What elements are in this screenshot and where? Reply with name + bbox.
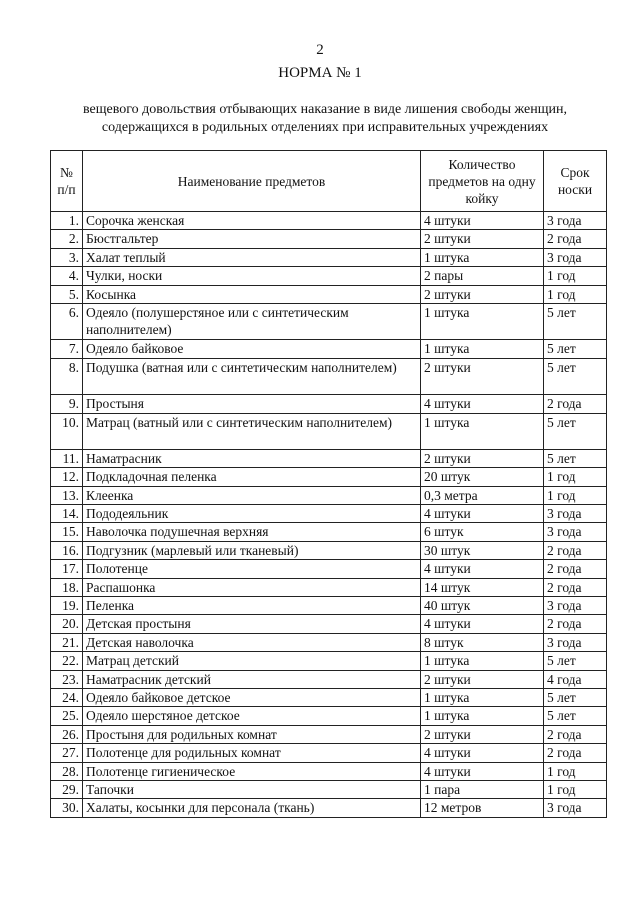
cell-number: 1. bbox=[51, 212, 83, 230]
cell-quantity: 4 штуки bbox=[421, 395, 544, 413]
cell-item-name: Одеяло байковое bbox=[83, 340, 421, 358]
header-qty: Количество предметов на одну койку bbox=[421, 151, 544, 212]
cell-term: 3 года bbox=[544, 248, 607, 266]
table-row bbox=[51, 285, 607, 303]
table-header-row bbox=[51, 151, 607, 212]
cell-quantity: 4 штуки bbox=[421, 615, 544, 633]
cell-quantity: 1 штука bbox=[421, 248, 544, 266]
cell-quantity: 20 штук bbox=[421, 468, 544, 486]
cell-item-name: Клеенка bbox=[83, 486, 421, 504]
cell-number: 17. bbox=[51, 560, 83, 578]
cell-quantity: 2 пары bbox=[421, 267, 544, 285]
table-row bbox=[51, 449, 607, 467]
cell-item-name: Распашонка bbox=[83, 578, 421, 596]
cell-term: 3 года bbox=[544, 633, 607, 651]
cell-quantity: 4 штуки bbox=[421, 212, 544, 230]
cell-number: 19. bbox=[51, 597, 83, 615]
cell-term: 1 год bbox=[544, 762, 607, 780]
table-row bbox=[51, 523, 607, 541]
cell-number: 6. bbox=[51, 303, 83, 339]
cell-number: 23. bbox=[51, 670, 83, 688]
cell-number: 15. bbox=[51, 523, 83, 541]
cell-item-name: Подушка (ватная или с синтетическим наполнителем) bbox=[83, 358, 421, 394]
cell-number: 12. bbox=[51, 468, 83, 486]
table-row bbox=[51, 652, 607, 670]
table-row bbox=[51, 505, 607, 523]
cell-quantity: 40 штук bbox=[421, 597, 544, 615]
cell-number: 27. bbox=[51, 744, 83, 762]
cell-item-name: Одеяло шерстяное детское bbox=[83, 707, 421, 725]
cell-item-name: Наволочка подушечная верхняя bbox=[83, 523, 421, 541]
cell-number: 2. bbox=[51, 230, 83, 248]
table-row bbox=[51, 340, 607, 358]
cell-quantity: 1 штука bbox=[421, 303, 544, 339]
table-row bbox=[51, 560, 607, 578]
table-row bbox=[51, 725, 607, 743]
cell-term: 2 года bbox=[544, 744, 607, 762]
cell-term: 3 года bbox=[544, 523, 607, 541]
cell-number: 22. bbox=[51, 652, 83, 670]
table-row bbox=[51, 541, 607, 559]
cell-quantity: 4 штуки bbox=[421, 762, 544, 780]
cell-item-name: Матрац (ватный или с синтетическим наполнителем) bbox=[83, 413, 421, 449]
cell-number: 14. bbox=[51, 505, 83, 523]
cell-item-name: Одеяло (полушерстяное или с синтетическим наполнителем) bbox=[83, 303, 421, 339]
cell-quantity: 2 штуки bbox=[421, 670, 544, 688]
table-row bbox=[51, 486, 607, 504]
cell-quantity: 4 штуки bbox=[421, 744, 544, 762]
cell-term: 5 лет bbox=[544, 340, 607, 358]
table-row bbox=[51, 597, 607, 615]
cell-item-name: Полотенце гигиеническое bbox=[83, 762, 421, 780]
cell-item-name: Бюстгальтер bbox=[83, 230, 421, 248]
cell-term: 3 года bbox=[544, 212, 607, 230]
cell-item-name: Простыня bbox=[83, 395, 421, 413]
cell-item-name: Халат теплый bbox=[83, 248, 421, 266]
table-row bbox=[51, 780, 607, 798]
cell-quantity: 12 метров bbox=[421, 799, 544, 817]
page-number: 2 bbox=[316, 42, 324, 58]
cell-term: 5 лет bbox=[544, 358, 607, 394]
cell-quantity: 1 штука bbox=[421, 413, 544, 449]
cell-number: 18. bbox=[51, 578, 83, 596]
table-row bbox=[51, 303, 607, 339]
cell-quantity: 0,3 метра bbox=[421, 486, 544, 504]
cell-number: 25. bbox=[51, 707, 83, 725]
cell-term: 5 лет bbox=[544, 652, 607, 670]
cell-number: 9. bbox=[51, 395, 83, 413]
cell-number: 29. bbox=[51, 780, 83, 798]
cell-quantity: 2 штуки bbox=[421, 358, 544, 394]
table-row bbox=[51, 358, 607, 394]
cell-item-name: Детская простыня bbox=[83, 615, 421, 633]
cell-item-name: Одеяло байковое детское bbox=[83, 688, 421, 706]
cell-term: 5 лет bbox=[544, 303, 607, 339]
cell-term: 2 года bbox=[544, 578, 607, 596]
cell-quantity: 2 штуки bbox=[421, 449, 544, 467]
table-row bbox=[51, 468, 607, 486]
cell-item-name: Тапочки bbox=[83, 780, 421, 798]
cell-number: 13. bbox=[51, 486, 83, 504]
table-row bbox=[51, 688, 607, 706]
cell-item-name: Подкладочная пеленка bbox=[83, 468, 421, 486]
cell-item-name: Чулки, носки bbox=[83, 267, 421, 285]
table-row bbox=[51, 744, 607, 762]
table-row bbox=[51, 799, 607, 817]
table-row bbox=[51, 578, 607, 596]
document-subtitle bbox=[40, 101, 610, 137]
cell-item-name: Подгузник (марлевый или тканевый) bbox=[83, 541, 421, 559]
cell-quantity: 1 штука bbox=[421, 652, 544, 670]
table-row bbox=[51, 212, 607, 230]
subtitle-line: содержащихся в родильных отделениях при исправительных учреждениях bbox=[101, 120, 549, 135]
cell-number: 30. bbox=[51, 799, 83, 817]
cell-number: 11. bbox=[51, 449, 83, 467]
cell-item-name: Наматрасник детский bbox=[83, 670, 421, 688]
cell-quantity: 1 штука bbox=[421, 688, 544, 706]
cell-number: 3. bbox=[51, 248, 83, 266]
cell-item-name: Халаты, косынки для персонала (ткань) bbox=[83, 799, 421, 817]
cell-term: 2 года bbox=[544, 615, 607, 633]
cell-quantity: 2 штуки bbox=[421, 230, 544, 248]
cell-term: 1 год bbox=[544, 285, 607, 303]
cell-quantity: 2 штуки bbox=[421, 285, 544, 303]
cell-term: 2 года bbox=[544, 560, 607, 578]
table-row bbox=[51, 267, 607, 285]
cell-term: 4 года bbox=[544, 670, 607, 688]
cell-term: 3 года bbox=[544, 799, 607, 817]
cell-quantity: 4 штуки bbox=[421, 560, 544, 578]
cell-quantity: 4 штуки bbox=[421, 505, 544, 523]
cell-term: 3 года bbox=[544, 505, 607, 523]
cell-number: 26. bbox=[51, 725, 83, 743]
cell-item-name: Косынка bbox=[83, 285, 421, 303]
table-row bbox=[51, 248, 607, 266]
cell-quantity: 2 штуки bbox=[421, 725, 544, 743]
cell-term: 1 год bbox=[544, 780, 607, 798]
cell-item-name: Пододеяльник bbox=[83, 505, 421, 523]
cell-quantity: 1 пара bbox=[421, 780, 544, 798]
cell-term: 5 лет bbox=[544, 707, 607, 725]
table-row bbox=[51, 413, 607, 449]
table-row bbox=[51, 633, 607, 651]
cell-item-name: Полотенце bbox=[83, 560, 421, 578]
document-title: НОРМА № 1 bbox=[278, 65, 362, 81]
table-row bbox=[51, 670, 607, 688]
cell-term: 3 года bbox=[544, 597, 607, 615]
cell-quantity: 1 штука bbox=[421, 707, 544, 725]
cell-number: 5. bbox=[51, 285, 83, 303]
table-row bbox=[51, 230, 607, 248]
cell-quantity: 8 штук bbox=[421, 633, 544, 651]
cell-term: 2 года bbox=[544, 541, 607, 559]
cell-term: 2 года bbox=[544, 725, 607, 743]
cell-item-name: Простыня для родильных комнат bbox=[83, 725, 421, 743]
norms-table bbox=[50, 150, 607, 818]
cell-item-name: Матрац детский bbox=[83, 652, 421, 670]
table-row bbox=[51, 707, 607, 725]
cell-number: 7. bbox=[51, 340, 83, 358]
cell-quantity: 1 штука bbox=[421, 340, 544, 358]
cell-term: 5 лет bbox=[544, 449, 607, 467]
cell-item-name: Сорочка женская bbox=[83, 212, 421, 230]
cell-term: 1 год bbox=[544, 267, 607, 285]
table-row bbox=[51, 762, 607, 780]
header-num: № п/п bbox=[51, 151, 83, 212]
cell-term: 1 год bbox=[544, 486, 607, 504]
cell-quantity: 6 штук bbox=[421, 523, 544, 541]
header-name: Наименование предметов bbox=[83, 151, 421, 212]
cell-number: 28. bbox=[51, 762, 83, 780]
cell-item-name: Детская наволочка bbox=[83, 633, 421, 651]
cell-quantity: 30 штук bbox=[421, 541, 544, 559]
table-row bbox=[51, 395, 607, 413]
cell-item-name: Наматрасник bbox=[83, 449, 421, 467]
cell-term: 1 год bbox=[544, 468, 607, 486]
cell-term: 5 лет bbox=[544, 688, 607, 706]
cell-term: 2 года bbox=[544, 395, 607, 413]
header-term: Срок носки bbox=[544, 151, 607, 212]
table-row bbox=[51, 615, 607, 633]
cell-number: 20. bbox=[51, 615, 83, 633]
cell-number: 4. bbox=[51, 267, 83, 285]
cell-item-name: Полотенце для родильных комнат bbox=[83, 744, 421, 762]
cell-number: 24. bbox=[51, 688, 83, 706]
cell-quantity: 14 штук bbox=[421, 578, 544, 596]
cell-item-name: Пеленка bbox=[83, 597, 421, 615]
cell-number: 10. bbox=[51, 413, 83, 449]
cell-number: 16. bbox=[51, 541, 83, 559]
cell-term: 2 года bbox=[544, 230, 607, 248]
subtitle-line: вещевого довольствия отбывающих наказание в виде лишения свободы женщин, bbox=[82, 102, 567, 117]
cell-number: 8. bbox=[51, 358, 83, 394]
cell-number: 21. bbox=[51, 633, 83, 651]
cell-term: 5 лет bbox=[544, 413, 607, 449]
